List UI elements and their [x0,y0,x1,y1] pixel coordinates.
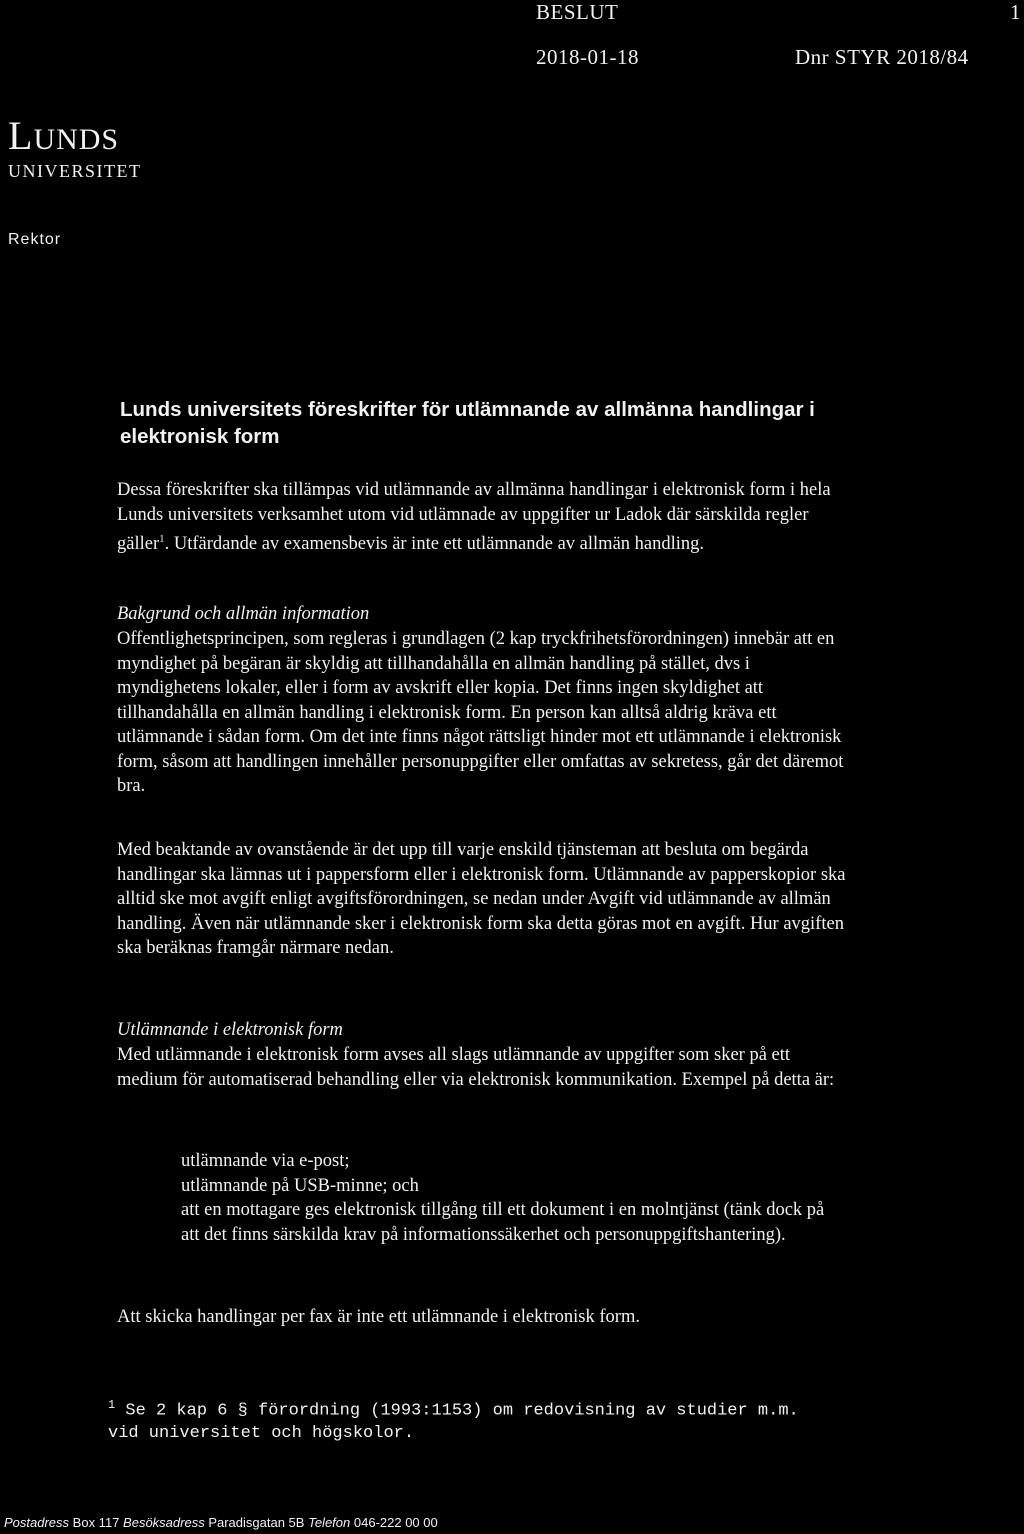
example-list [181,1149,841,1247]
background-paragraph-2: Med beaktande av ovanstående är det upp till varje enskild tjänsteman att besluta om begärda handlingar ska lämnas ut i pappersform eller i elektronisk form. Utlämnande av papperskopior ska alltid ske mot avgift enligt avgiftsförordningen, se nedan under Avgift vid utlämnande av allmän handling. Även när utlämnande sker i elektronisk form ska detta göras mot en avgift. Hur avgiften ska beräknas framgår närmare nedan. [117,840,846,958]
footnote [108,1394,828,1445]
document-title: Lunds universitets föreskrifter för utlämnande av allmänna handlingar i elektronisk form [120,398,815,448]
intro-text: Dessa föreskrifter ska tillämpas vid utlämnande av allmänna handlingar i elektronisk form i hela Lunds universitets verksamhet utom vid utlämnade av uppgifter ur Ladok där särskilda regler gäller [117,480,831,555]
footer-phone-value: 046-222 00 00 [353,1515,438,1530]
reference-number: Dnr STYR 2018/84 [795,45,969,69]
issuing-unit: Rektor [8,231,62,248]
list-item: att en mottagare ges elektronisk tillgång till ett dokument i en molntjänst (tänk dock på att det finns särskilda krav på informationssäkerhet och personuppgiftshantering). [181,1200,825,1245]
list-item: utlämnande på USB-minne; och [181,1175,419,1196]
footnote-text: Se 2 kap 6 § förordning (1993:1153) om redovisning av studier m.m. vid universitet och högskolor. [108,1401,799,1443]
footnote-reference: 1 [159,533,165,545]
section-heading-electronic: Utlämnande i elektronisk form [117,1020,343,1040]
footer-postal-value: Box 117 [72,1515,120,1530]
background-paragraph-1: Offentlighetsprincipen, som regleras i grundlagen (2 kap tryckfrihetsförordningen) innebär att en myndighet på begäran är skyldig att tillhandahålla en allmän handling på stället, dvs i myndighetens lokaler, eller i form av avskrift eller kopia. Det finns ingen skyldighet att tillhandahålla en allmän handling i elektronisk form. En person kan alltså aldrig kräva ett utlämnande i sådan form. Om det inte finns något rättsligt hinder mot ett utlämnande i elektronisk form, såsom att handlingen innehåller personuppgifter eller omfattas av sekretess, går det däremot bra. [117,629,844,796]
footer-visit-label: Besöksadress [123,1515,205,1530]
section-heading-background: Bakgrund och allmän information [117,604,370,624]
document-date: 2018-01-18 [536,45,639,69]
footer-postal-label: Postadress [4,1515,70,1530]
logo-initial: L [8,113,34,158]
university-logo [8,112,119,159]
page-number: 1 [1010,0,1021,24]
page-footer [4,1515,438,1530]
footer-phone-label: Telefon [308,1515,351,1530]
logo-subname: UNIVERSITET [8,161,142,181]
list-item: utlämnande via e-post; [181,1151,350,1171]
footer-visit-value: Paradisgatan 5B [208,1515,305,1530]
fax-note: Att skicka handlingar per fax är inte ett utlämnande i elektronisk form. [117,1307,640,1327]
document-type: BESLUT [536,0,619,24]
intro-text-continued: . Utfärdande av examensbevis är inte ett utlämnande av allmän handling. [164,534,705,555]
footnote-marker: 1 [108,1398,116,1412]
intro-paragraph [117,478,847,557]
electronic-paragraph: Med utlämnande i elektronisk form avses all slags utlämnande av uppgifter som sker på ett medium för automatiserad behandling eller via elektronisk kommunikation. Exempel på detta är: [117,1045,835,1090]
logo-name-rest: UNDS [33,123,120,156]
